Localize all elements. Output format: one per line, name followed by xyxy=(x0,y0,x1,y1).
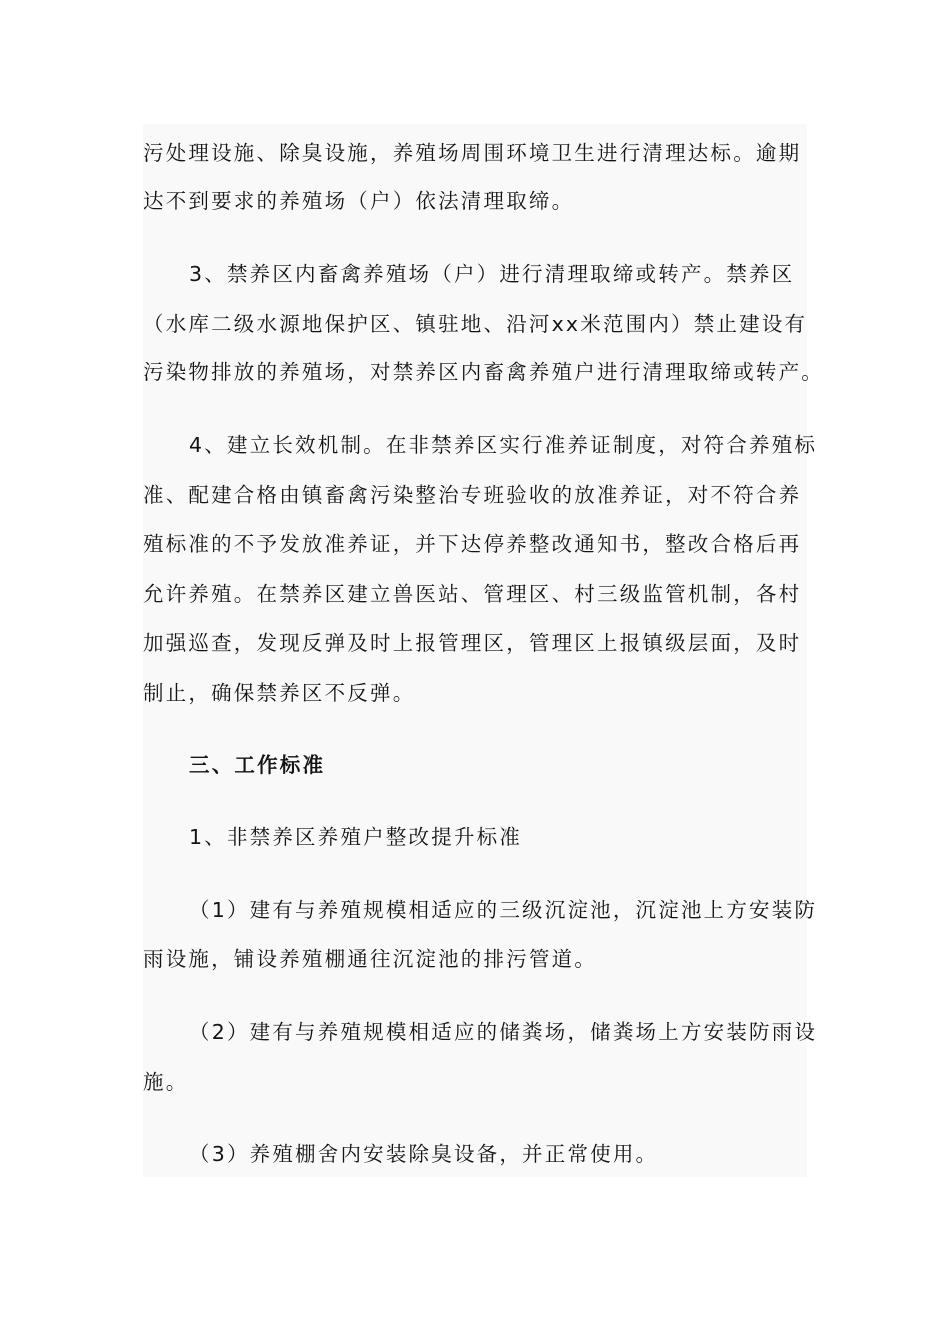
text-line: 雨设施，铺设养殖棚通往沉淀池的排污管道。 xyxy=(143,947,597,971)
text-line: （水库二级水源地保护区、镇驻地、沿河xx米范围内）禁止建设有 xyxy=(143,312,808,336)
text-line: 允许养殖。在禁养区建立兽医站、管理区、村三级监管机制，各村 xyxy=(143,582,802,606)
text-line: 污处理设施、除臭设施，养殖场周围环境卫生进行清理达标。逾期 xyxy=(143,141,802,165)
text-line: 殖标准的不予发放准养证，并下达停养整改通知书，整改合格后再 xyxy=(143,532,802,556)
text-line: （1）建有与养殖规模相适应的三级沉淀池，沉淀池上方安装防 xyxy=(189,898,818,922)
text-line: 4、建立长效机制。在非禁养区实行准养证制度，对符合养殖标 xyxy=(189,433,818,457)
document-page xyxy=(143,124,824,1177)
text-line: 达不到要求的养殖场（户）依法清理取缔。 xyxy=(143,189,575,213)
text-line: （2）建有与养殖规模相适应的储粪场，储粪场上方安装防雨设 xyxy=(189,1020,818,1044)
section-heading: 三、工作标准 xyxy=(189,753,326,777)
text-line: 准、配建合格由镇畜禽污染整治专班验收的放准养证，对不符合养 xyxy=(143,483,802,507)
text-line: （3）养殖棚舍内安装除臭设备，并正常使用。 xyxy=(189,1142,659,1166)
text-line: 制止，确保禁养区不反弹。 xyxy=(143,681,416,705)
text-line: 污染物排放的养殖场，对禁养区内畜禽养殖户进行清理取缔或转产。 xyxy=(143,360,824,384)
sub-heading: 1、非禁养区养殖户整改提升标准 xyxy=(189,825,523,849)
text-line: 施。 xyxy=(143,1070,189,1094)
text-line: 3、禁养区内畜禽养殖场（户）进行清理取缔或转产。禁养区 xyxy=(189,262,795,286)
text-line: 加强巡查，发现反弹及时上报管理区，管理区上报镇级层面，及时 xyxy=(143,631,802,655)
